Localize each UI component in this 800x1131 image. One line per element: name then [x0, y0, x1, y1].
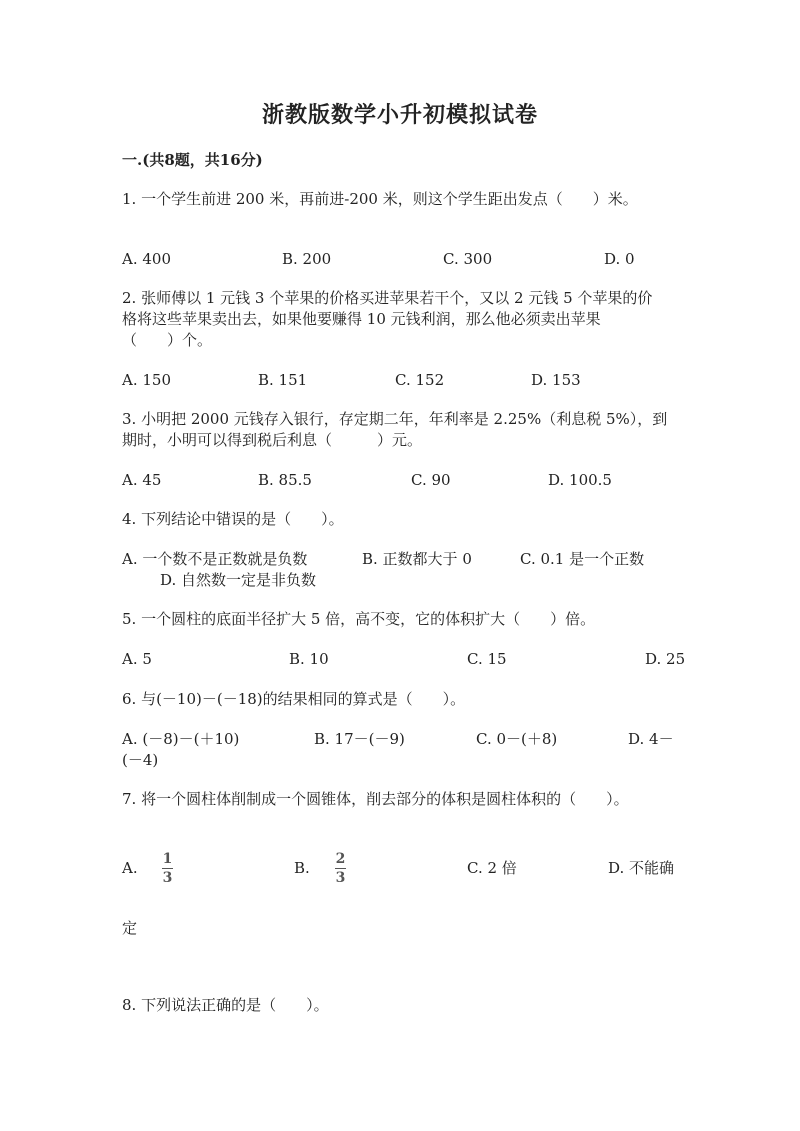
- q6-option-c: C. 0－(＋8): [476, 730, 558, 748]
- q7-option-d: D. 不能确: [608, 859, 675, 877]
- q2-option-b: B. 151: [258, 371, 308, 389]
- q6-option-a: A. (－8)－(＋10): [122, 730, 240, 748]
- q1-option-c: C. 300: [443, 250, 493, 268]
- q7-option-b: B.: [294, 859, 310, 877]
- q2-option-a: A. 150: [122, 371, 171, 389]
- question-1-text: 1. 一个学生前进 200 米，再前进-200 米，则这个学生距出发点（ ）米。: [122, 190, 638, 208]
- question-3-line-1: 3. 小明把 2000 元钱存入银行，存定期二年，年利率是 2.25%（利息税 5%），到: [122, 410, 668, 428]
- q7-option-b-fraction: [335, 852, 346, 885]
- q7-option-d-continued: 定: [122, 919, 138, 937]
- fraction-bar: [335, 868, 346, 869]
- fraction-bar: [162, 868, 173, 869]
- q2-option-d: D. 153: [531, 371, 581, 389]
- q1-option-b: B. 200: [282, 250, 332, 268]
- question-5-text: 5. 一个圆柱的底面半径扩大 5 倍，高不变，它的体积扩大（ ）倍。: [122, 610, 596, 628]
- q5-option-c: C. 15: [467, 650, 507, 668]
- q3-option-b: B. 85.5: [258, 471, 312, 489]
- q4-option-c: C. 0.1 是一个正数: [520, 550, 645, 568]
- q6-option-d: D. 4－: [628, 730, 674, 748]
- q3-option-a: A. 45: [122, 471, 162, 489]
- fraction-denominator: 3: [162, 870, 173, 886]
- q3-option-d: D. 100.5: [548, 471, 612, 489]
- q1-option-d: D. 0: [604, 250, 635, 268]
- q1-option-a: A. 400: [122, 250, 171, 268]
- fraction-numerator: 1: [162, 851, 173, 867]
- q3-option-c: C. 90: [411, 471, 451, 489]
- fraction-numerator: 2: [335, 851, 346, 867]
- question-4-text: 4. 下列结论中错误的是（ ）。: [122, 510, 344, 528]
- question-2-line-2: 格将这些苹果卖出去，如果他要赚得 10 元钱利润，那么他必须卖出苹果: [122, 310, 601, 328]
- question-2-line-3: （ ）个。: [122, 331, 213, 349]
- q5-option-b: B. 10: [289, 650, 329, 668]
- q5-option-a: A. 5: [122, 650, 152, 668]
- question-2-line-1: 2. 张师傅以 1 元钱 3 个苹果的价格买进苹果若干个，又以 2 元钱 5 个苹果的价: [122, 289, 653, 307]
- q4-option-b: B. 正数都大于 0: [362, 550, 472, 568]
- question-6-text: 6. 与(－10)－(－18)的结果相同的算式是（ ）。: [122, 690, 466, 708]
- q2-option-c: C. 152: [395, 371, 445, 389]
- q4-option-d: D. 自然数一定是非负数: [160, 571, 317, 589]
- q5-option-d: D. 25: [645, 650, 686, 668]
- fraction-denominator: 3: [335, 870, 346, 886]
- q6-option-d-continued: (－4): [122, 751, 159, 769]
- question-3-line-2: 期时，小明可以得到税后利息（ ）元。: [122, 431, 423, 449]
- q7-option-a: A.: [122, 859, 138, 877]
- q7-option-a-fraction: [162, 852, 173, 885]
- q6-option-b: B. 17－(－9): [314, 730, 405, 748]
- question-8-text: 8. 下列说法正确的是（ ）。: [122, 996, 329, 1014]
- section-heading: 一.(共8题，共16分): [122, 151, 263, 169]
- q7-option-c: C. 2 倍: [467, 859, 517, 877]
- q4-option-a: A. 一个数不是正数就是负数: [122, 550, 308, 568]
- page-title: 浙教版数学小升初模拟试卷: [261, 102, 538, 128]
- question-7-text: 7. 将一个圆柱体削制成一个圆锥体，削去部分的体积是圆柱体积的（ ）。: [122, 790, 629, 808]
